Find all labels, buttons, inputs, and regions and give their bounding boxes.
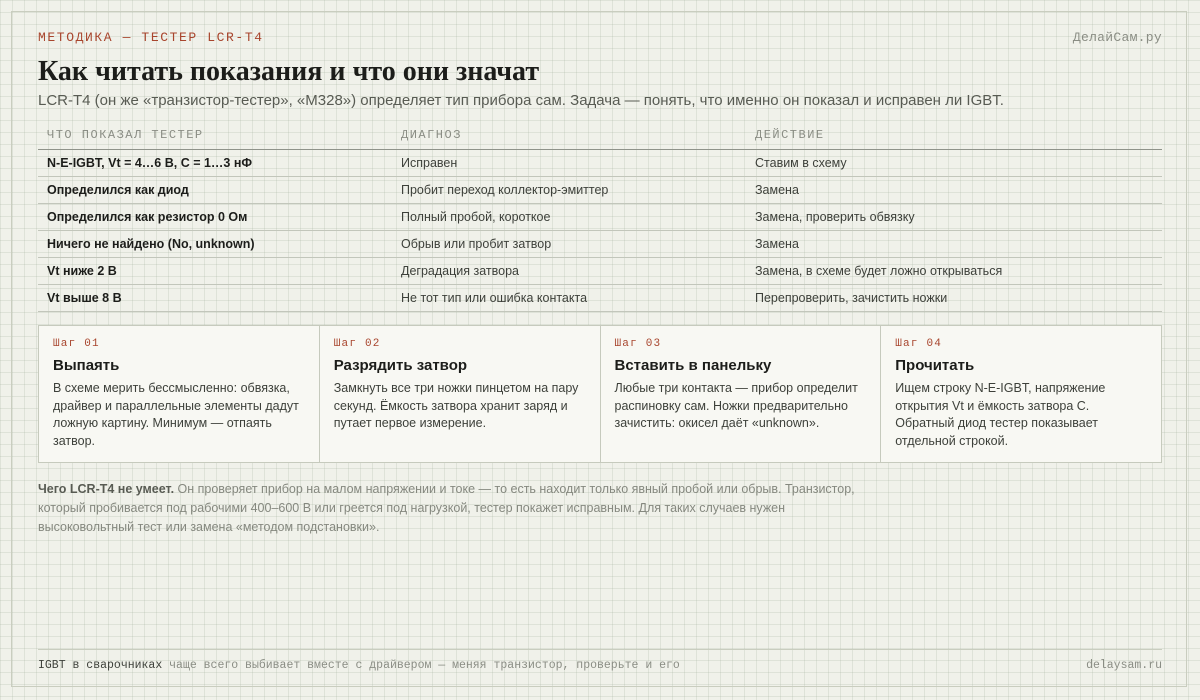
cell-diagnosis: Полный пробой, короткое <box>392 204 746 231</box>
diagnosis-table <box>38 127 1162 312</box>
footer-site-link[interactable]: delaysam.ru <box>1086 658 1162 672</box>
step-card <box>39 326 319 462</box>
cell-diagnosis: Не тот тип или ошибка контакта <box>392 285 746 312</box>
table-row <box>38 204 1162 231</box>
note-text: Он проверяет прибор на малом напряжении и токе — то есть находит только явный пробой или обрыв. Транзистор, который пробивается под рабочими 400–600 В или греется под нагрузкой, тестер покажет исправным. Для таких случаев нужен высоковольтный тест или замена «методом подстановки». <box>38 482 855 534</box>
step-title: Прочитать <box>895 357 975 374</box>
cell-diagnosis: Деградация затвора <box>392 258 746 285</box>
step-number: Шаг 03 <box>614 338 662 350</box>
column-header-action: ДЕЙСТВИЕ <box>746 127 1162 150</box>
step-title: Вставить в панельку <box>614 357 772 374</box>
page-subtitle: LCR-T4 (он же «транзистор-тестер», «M328») определяет тип прибора сам. Задача — понять, что именно он показал и исправен ли IGBT. <box>38 92 1004 109</box>
footer-text: чаще всего выбивает вместе с драйвером — меняя транзистор, проверьте и его <box>162 658 680 672</box>
table-row <box>38 285 1162 312</box>
table-row <box>38 231 1162 258</box>
cell-shown: N-E-IGBT, Vt = 4…6 В, C = 1…3 нФ <box>38 150 392 177</box>
step-title: Разрядить затвор <box>333 357 468 374</box>
cell-shown: Vt выше 8 В <box>38 285 392 312</box>
brand-logo: ДелайСам.ру <box>1072 30 1162 45</box>
cell-shown: Vt ниже 2 В <box>38 258 392 285</box>
step-number: Шаг 02 <box>333 338 381 350</box>
column-header-diagnosis: ДИАГНОЗ <box>392 127 746 150</box>
step-card <box>319 326 600 462</box>
step-card <box>600 326 881 462</box>
limitations-note <box>38 480 868 537</box>
page-title: Как читать показания и что они значат <box>38 56 540 87</box>
column-header-shown: ЧТО ПОКАЗАЛ ТЕСТЕР <box>38 127 392 150</box>
page <box>38 30 1162 670</box>
table-header-row <box>38 127 1162 150</box>
kicker: МЕТОДИКА — ТЕСТЕР LCR-T4 <box>38 30 264 45</box>
cell-shown: Ничего не найдено (No, unknown) <box>38 231 392 258</box>
cell-shown: Определился как резистор 0 Ом <box>38 204 392 231</box>
step-card <box>880 326 1161 462</box>
table-row <box>38 258 1162 285</box>
cell-diagnosis: Пробит переход коллектор-эмиттер <box>392 177 746 204</box>
cell-action: Замена, проверить обвязку <box>746 204 1162 231</box>
table-row <box>38 150 1162 177</box>
steps-panel <box>38 325 1162 463</box>
footer <box>38 649 1162 680</box>
step-number: Шаг 01 <box>53 338 100 350</box>
cell-action: Замена <box>746 231 1162 258</box>
step-text: Ищем строку N-E-IGBT, напряжение открытия Vt и ёмкость затвора C. Обратный диод тестер показывает отдельной строкой. <box>895 381 1106 448</box>
cell-action: Перепроверить, зачистить ножки <box>746 285 1162 312</box>
step-text: Любые три контакта — прибор определит распиновку сам. Ножки предварительно зачистить: окисел даёт «unknown». <box>614 381 858 430</box>
cell-action: Ставим в схему <box>746 150 1162 177</box>
top-line <box>38 30 1162 50</box>
cell-diagnosis: Обрыв или пробит затвор <box>392 231 746 258</box>
note-lead: Чего LCR-T4 не умеет. <box>38 482 175 496</box>
footer-message <box>38 659 680 672</box>
cell-action: Замена <box>746 177 1162 204</box>
cell-shown: Определился как диод <box>38 177 392 204</box>
footer-lead: IGBT в сварочниках <box>38 658 163 672</box>
step-text: В схеме мерить бессмысленно: обвязка, драйвер и параллельные элементы дадут ложную картину. Минимум — отпаять затвор. <box>53 381 299 448</box>
cell-diagnosis: Исправен <box>392 150 746 177</box>
cell-action: Замена, в схеме будет ложно открываться <box>746 258 1162 285</box>
table-row <box>38 177 1162 204</box>
step-number: Шаг 04 <box>895 338 943 350</box>
step-text: Замкнуть все три ножки пинцетом на пару секунд. Ёмкость затвора хранит заряд и путает первое измерение. <box>333 381 579 430</box>
step-title: Выпаять <box>53 357 120 374</box>
